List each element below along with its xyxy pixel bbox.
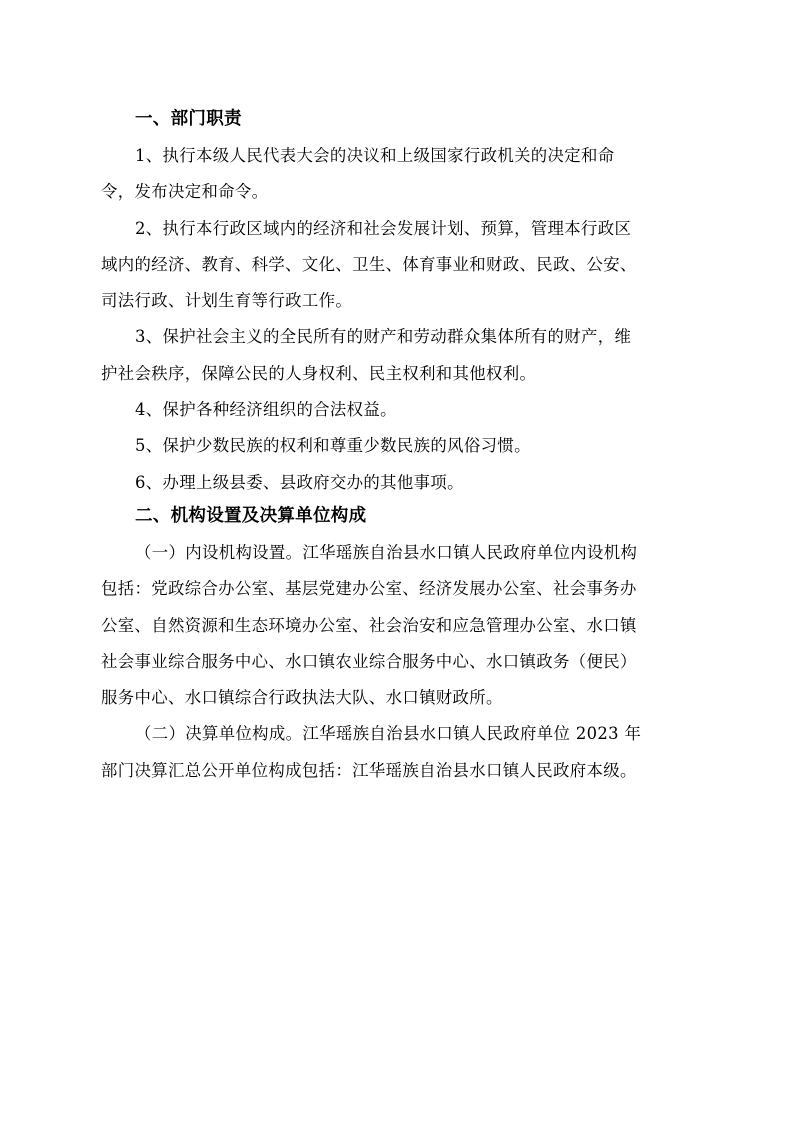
text-line: 令，发布决定和命令。	[101, 182, 269, 202]
responsibility-item-1	[101, 138, 685, 211]
responsibility-item-5	[101, 428, 685, 464]
text-line: 1、执行本级人民代表大会的决议和上级国家行政机关的决定和命	[135, 146, 615, 165]
text-line: 护社会秩序，保障公民的人身权利、民主权利和其他权利。	[101, 363, 537, 383]
responsibility-item-3	[101, 319, 685, 392]
text-line: 4、保护各种经济组织的合法权益。	[135, 400, 397, 420]
text-line: （一）内设机构设置。江华瑶族自治县水口镇人民政府单位内设机构	[135, 542, 638, 562]
text-line: 域内的经济、教育、科学、文化、卫生、体育事业和财政、民政、公安、	[101, 254, 637, 274]
text-line: 司法行政、计划生育等行政工作。	[101, 291, 353, 311]
text-line: 社会事业综合服务中心、水口镇农业综合服务中心、水口镇政务（便民）	[101, 651, 637, 671]
responsibility-item-2	[101, 211, 685, 320]
text-line: 6、办理上级县委、县政府交办的其他事项。	[135, 472, 464, 492]
text-line: 3、保护社会主义的全民所有的财产和劳动群众集体所有的财产，维	[135, 327, 632, 347]
responsibility-item-4	[101, 392, 685, 428]
text-line: 5、保护少数民族的权利和尊重少数民族的风俗习惯。	[135, 436, 531, 456]
text-line: （二）决算单位构成。江华瑶族自治县水口镇人民政府单位 2023 年	[135, 724, 642, 744]
section-heading-responsibilities: 一、部门职责	[135, 109, 242, 129]
text-line: 2、执行本行政区域内的经济和社会发展计划、预算，管理本行政区	[135, 218, 632, 238]
text-line: 公室、自然资源和生态环境办公室、社会治安和应急管理办公室、水口镇	[101, 615, 637, 635]
section-heading-structure: 二、机构设置及决算单位构成	[135, 505, 367, 526]
text-line: 部门决算汇总公开单位构成包括：江华瑶族自治县水口镇人民政府本级。	[101, 760, 637, 780]
structure-item-accounting-units	[101, 716, 685, 789]
document-body	[101, 104, 685, 789]
responsibility-item-6	[101, 465, 685, 501]
structure-item-internal-units	[101, 535, 685, 716]
text-line: 服务中心、水口镇综合行政执法大队、水口镇财政所。	[101, 688, 503, 708]
text-line: 包括：党政综合办公室、基层党建办公室、经济发展办公室、社会事务办	[101, 579, 637, 599]
